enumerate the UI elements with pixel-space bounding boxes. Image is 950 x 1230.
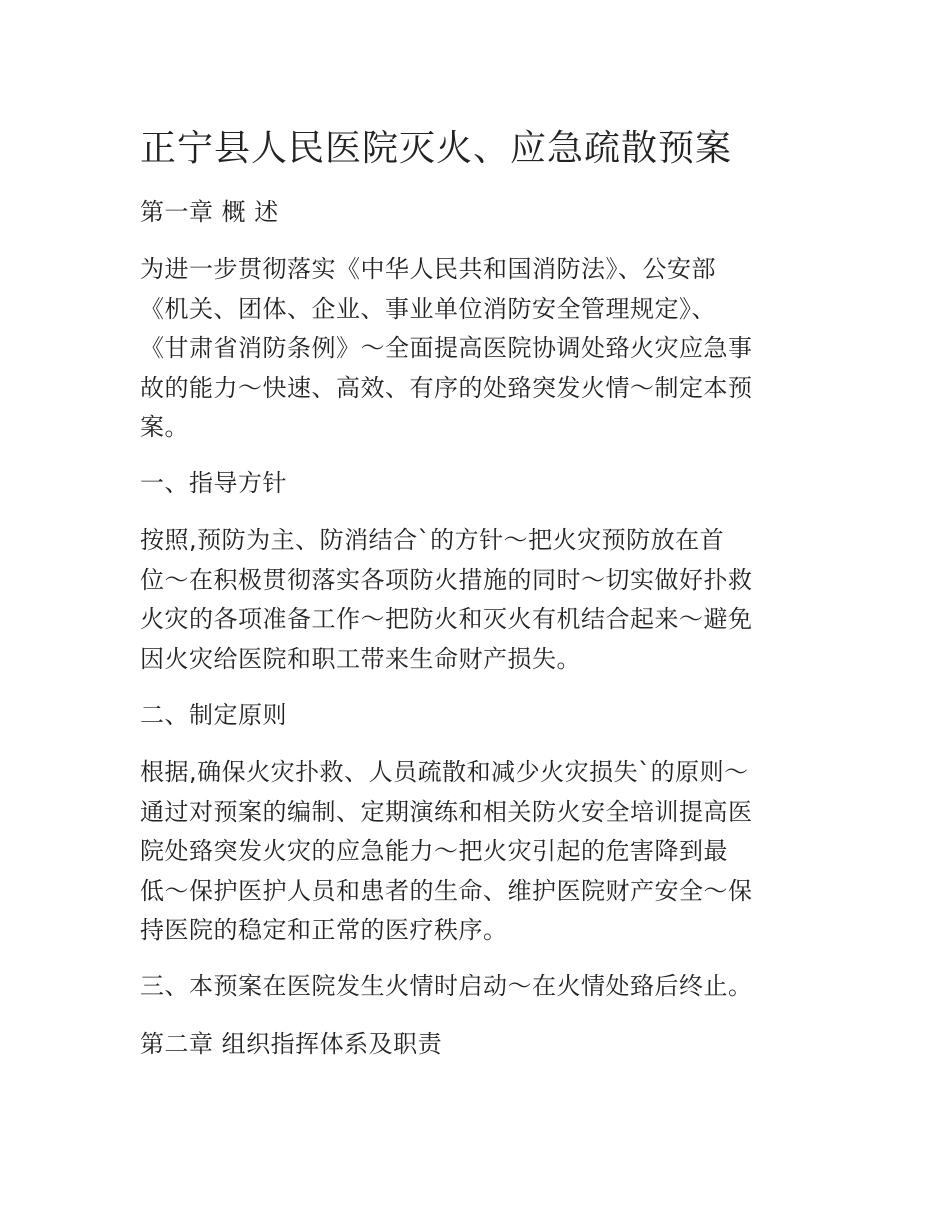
text-line: 通过对预案的编制、定期演练和相关防火安全培训提高医 (140, 797, 753, 826)
chapter-heading-2: 第二章 组织指挥体系及职责 (140, 1030, 443, 1058)
text-line: 案。 (140, 413, 189, 441)
section-heading-1: 一、指导方针 (140, 469, 287, 497)
text-line: 院处臵突发火灾的应急能力～把火灾引起的危害降到最 (140, 837, 728, 865)
text-line: 低～保护医护人员和患者的生命、维护医院财产安全～保 (140, 876, 753, 905)
guideline-paragraph (140, 521, 753, 679)
document-title: 正宁县人民医院灭火、应急疏散预案 (140, 128, 733, 169)
text-line: 因火灾给医院和职工带来生命财产损失。 (140, 644, 581, 673)
text-line: 位～在积极贯彻落实各项防火措施的同时～切实做好扑救 (140, 565, 753, 594)
text-line: 为进一步贯彻落实《中华人民共和国消防法》、公安部 (140, 255, 716, 283)
principle-paragraph (140, 753, 753, 951)
chapter-heading-1: 第一章 概 述 (140, 198, 279, 226)
text-line: 火灾的各项准备工作～把防火和灭火有机结合起来～避免 (140, 605, 753, 633)
text-line: 故的能力～快速、高效、有序的处臵突发火情～制定本预 (140, 373, 753, 402)
text-line: 按照,预防为主、防消结合`的方针～把火灾预防放在首 (140, 526, 725, 554)
text-line: 《甘肃省消防条例》～全面提高医院协调处臵火灾应急事 (140, 334, 753, 362)
section-heading-2: 二、制定原则 (140, 701, 287, 729)
intro-paragraph (140, 250, 753, 448)
text-line: 根据,确保火灾扑救、人员疏散和减少火灾损失`的原则～ (140, 758, 749, 786)
section-heading-3: 三、本预案在医院发生火情时启动～在火情处臵后终止。 (140, 972, 753, 1000)
text-line: 《机关、团体、企业、事业单位消防安全管理规定》、 (140, 294, 716, 323)
text-line: 持医院的稳定和正常的医疗秩序。 (140, 916, 508, 944)
